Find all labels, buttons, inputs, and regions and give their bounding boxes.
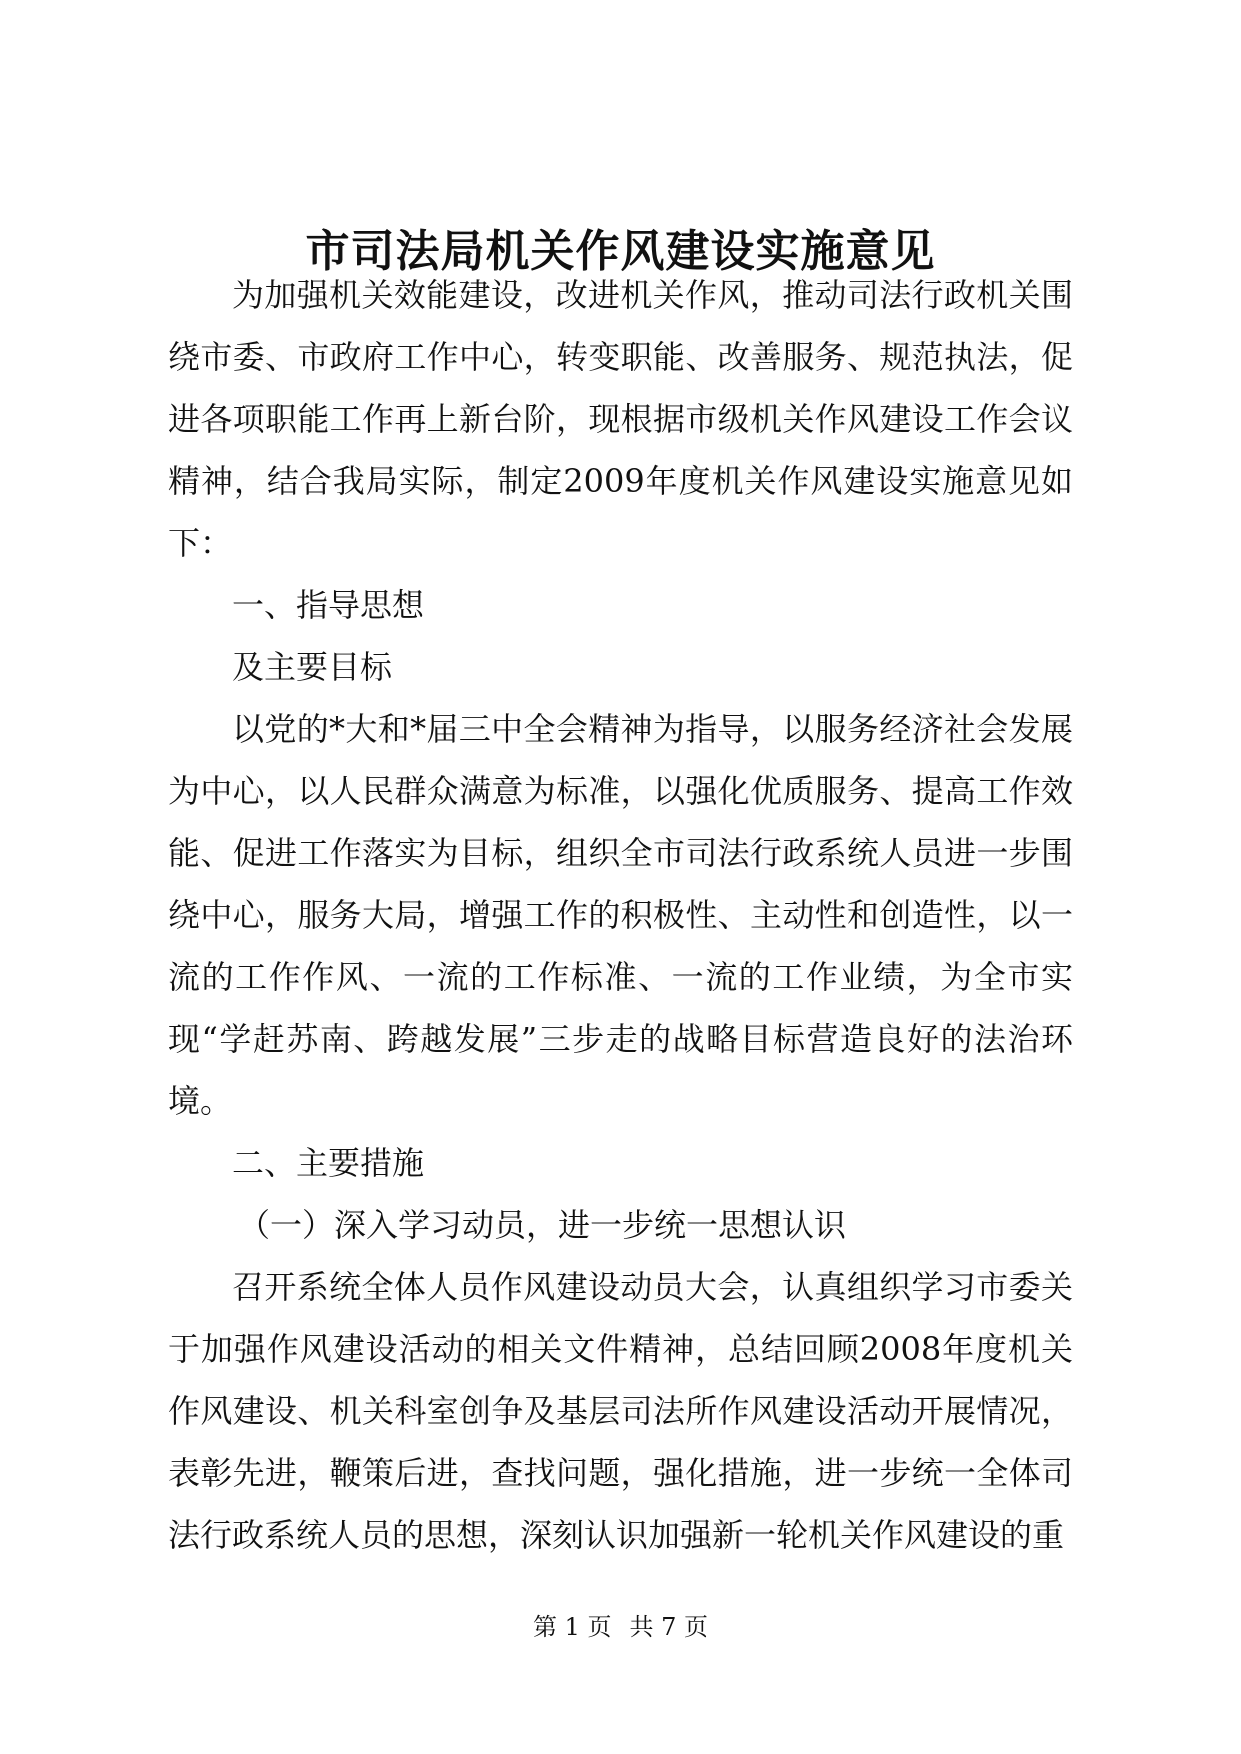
section-heading-main-goals: 及主要目标	[232, 648, 393, 686]
page-footer	[0, 1612, 1241, 1642]
document-title: 市司法局机关作风建设实施意见	[305, 226, 936, 277]
section-heading-guiding-thought: 一、指导思想	[232, 586, 425, 624]
paragraph-guiding-thought: 以党的*大和*届三中全会精神为指导，以服务经济社会发展为中心，以人民群众满意为标准，以强化优质服务、提高工作效能、促进工作落实为目标，组织全市司法行政系统人员进一步围绕中心，服务大局，增强工作的积极性、主动性和创造性，以一流的工作作风、一流的工作标准、一流的工作业绩，为全市实现“学赶苏南、跨越发展”三步走的战略目标营造良好的法治环境。	[168, 710, 1073, 1120]
page-number: 第 1 页	[532, 1613, 612, 1641]
page-total: 共 7 页	[629, 1613, 709, 1641]
section-heading-main-measures: 二、主要措施	[232, 1144, 425, 1182]
paragraph-intro: 为加强机关效能建设，改进机关作风，推动司法行政机关围绕市委、市政府工作中心，转变职能、改善服务、规范执法，促进各项职能工作再上新台阶，现根据市级机关作风建设工作会议精神，结合我局实际，制定2009年度机关作风建设实施意见如下：	[168, 276, 1073, 562]
document-body	[168, 264, 1073, 1566]
subsection-heading-study-mobilization: （一）深入学习动员，进一步统一思想认识	[238, 1206, 847, 1244]
paragraph-study-mobilization: 召开系统全体人员作风建设动员大会，认真组织学习市委关于加强作风建设活动的相关文件精神，总结回顾2008年度机关作风建设、机关科室创争及基层司法所作风建设活动开展情况，表彰先进，鞭策后进，查找问题，强化措施，进一步统一全体司法行政系统人员的思想，深刻认识加强新一轮机关作风建设的重	[168, 1268, 1073, 1554]
